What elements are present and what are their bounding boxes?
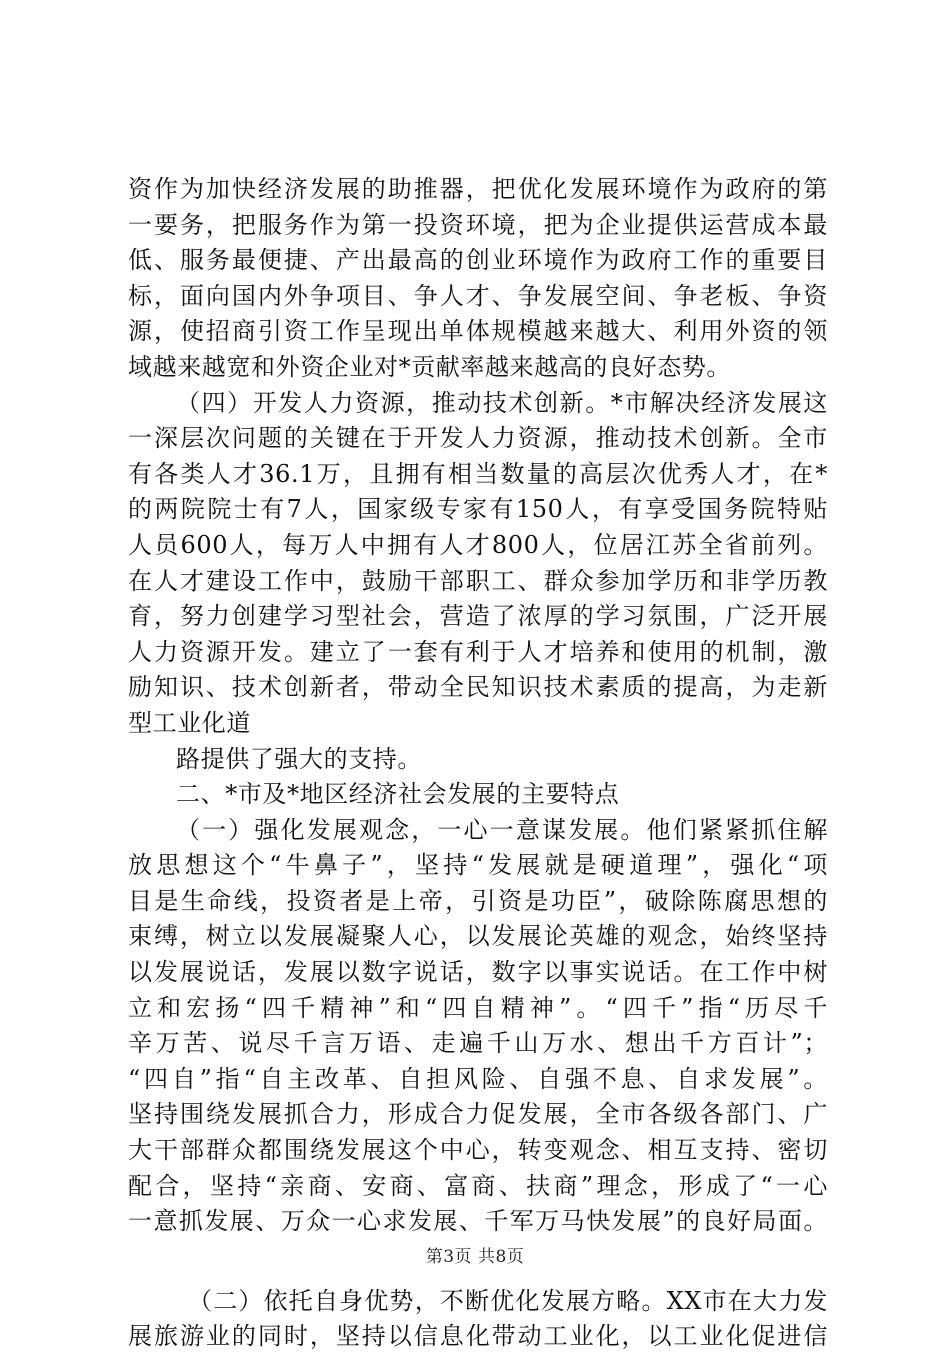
text-line: 标，面向国内外争项目、争人才、争发展空间、争老板、争资 [128, 281, 828, 310]
text-line: 路提供了强大的支持。 [176, 744, 422, 773]
text-line: 展旅游业的同时，坚持以信息化带动工业化，以工业化促进信 [128, 1322, 828, 1351]
text-line: 配合，坚持“亲商、安商、富商、扶商”理念，形成了“一心 [128, 1171, 828, 1200]
text-line: 坚持围绕发展抓合力，形成合力促发展，全市各级各部门、广 [128, 1100, 828, 1129]
text-line: 资作为加快经济发展的助推器，把优化发展环境作为政府的第 [128, 175, 828, 203]
text-line: 一意抓发展、万众一心求发展、千军万马快发展”的良好局面。 [128, 1207, 828, 1236]
page-footer: 第3页 共8页 [425, 1247, 525, 1267]
text-line: 人员600人，每万人中拥有人才800人，位居江苏全省前列。 [128, 530, 828, 559]
text-line: 大干部群众都围绕发展这个中心，转变观念、相互支持、密切 [128, 1136, 828, 1165]
section-heading-2: （二）依托自身优势，不断优化发展方略。XX市在大力发 [188, 1286, 828, 1315]
text-line: 辛万苦、说尽千言万语、走遍千山万水、想出千方百计”； [128, 1029, 828, 1058]
text-line: 型工业化道 [128, 708, 251, 737]
text-line: “四自”指“自主改革、自担风险、自强不息、自求发展”。 [128, 1064, 828, 1093]
section-title: 二、*市及*地区经济社会发展的主要特点 [176, 780, 620, 809]
text-line: 束缚，树立以发展凝聚人心，以发展论英雄的观念，始终坚持 [128, 922, 828, 951]
text-line: 立和宏扬“四千精神”和“四自精神”。“四千”指“历尽千 [128, 993, 828, 1022]
text-line: 源，使招商引资工作呈现出单体规模越来越大、利用外资的领 [128, 317, 828, 346]
document-body [128, 172, 828, 1355]
section-heading-1: （一）强化发展观念，一心一意谋发展。他们紧紧抓住解 [176, 815, 828, 844]
text-line: 以发展说话，发展以数字说话，数字以事实说话。在工作中树 [128, 958, 828, 987]
text-line: 励知识、技术创新者，带动全民知识技术素质的提高，为走新 [128, 673, 828, 702]
text-line: 育，努力创建学习型社会，营造了浓厚的学习氛围，广泛开展 [128, 602, 828, 631]
text-line: 有各类人才36.1万，且拥有相当数量的高层次优秀人才，在* [128, 459, 828, 488]
text-line: 一要务，把服务作为第一投资环境，把为企业提供运营成本最 [128, 210, 828, 239]
text-line: 一深层次问题的关键在于开发人力资源，推动技术创新。全市 [128, 424, 828, 453]
text-line: 目是生命线，投资者是上帝，引资是功臣”，破除陈腐思想的 [128, 886, 828, 915]
text-line: 在人才建设工作中，鼓励干部职工、群众参加学历和非学历教 [128, 566, 828, 595]
text-line: 低、服务最便捷、产出最高的创业环境作为政府工作的重要目 [128, 246, 828, 275]
text-line: 人力资源开发。建立了一套有利于人才培养和使用的机制，激 [128, 637, 828, 666]
text-line: 域越来越宽和外资企业对*贡献率越来越高的良好态势。 [128, 352, 731, 381]
text-line: 的两院院士有7人，国家级专家有150人，有享受国务院特贴 [128, 495, 828, 524]
section-heading-4: （四）开发人力资源，推动技术创新。*市解决经济发展这 [176, 388, 828, 417]
text-line: 放思想这个“牛鼻子”，坚持“发展就是硬道理”，强化“项 [128, 851, 828, 880]
